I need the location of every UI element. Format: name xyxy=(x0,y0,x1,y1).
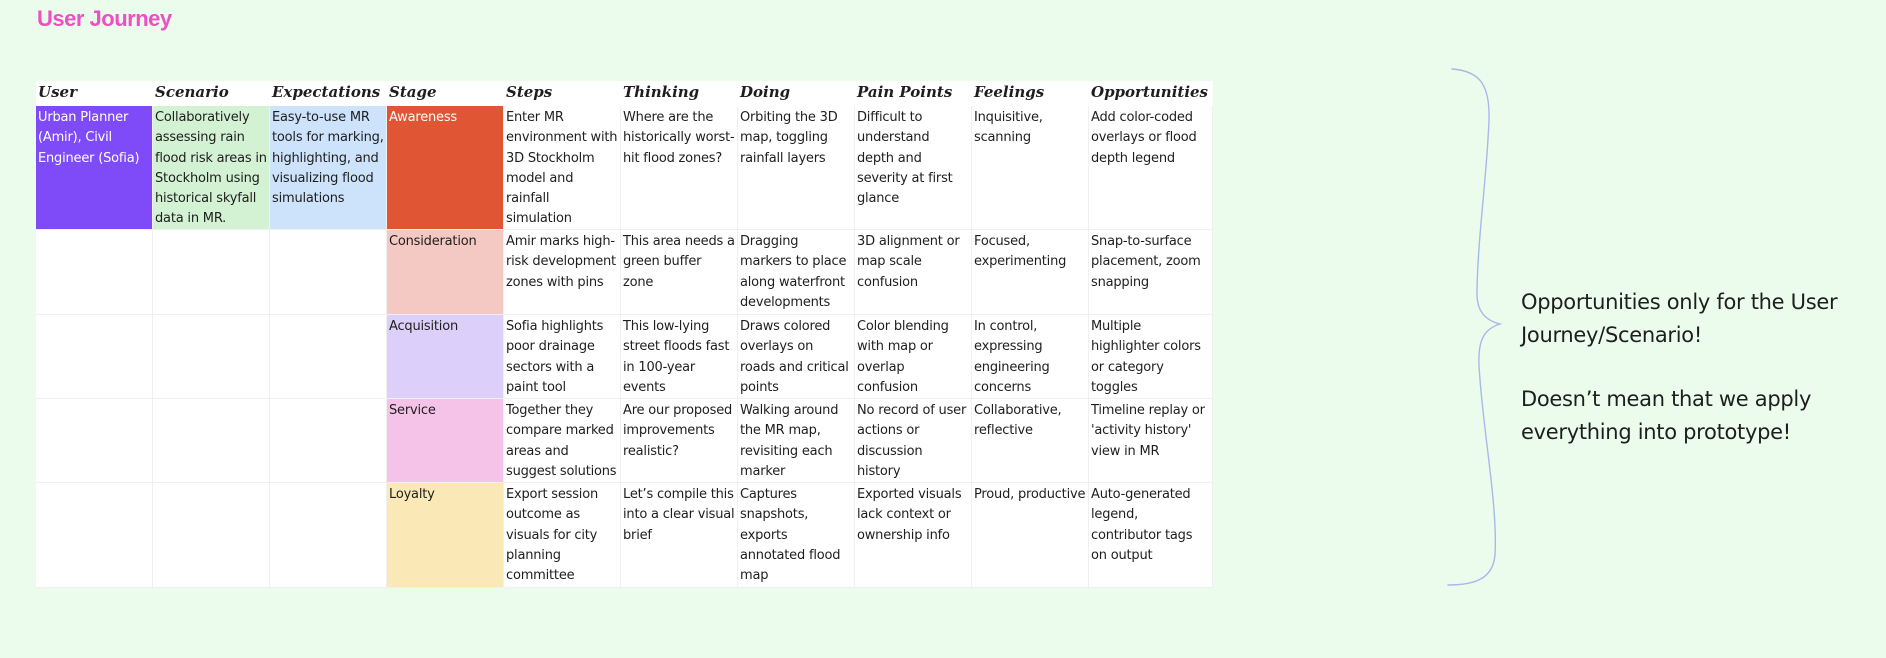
header-user: User xyxy=(36,81,153,106)
stage-cell-acquisition[interactable]: Acquisition xyxy=(387,315,504,399)
empty-cell[interactable] xyxy=(36,399,153,483)
pain-points-cell[interactable]: No record of user actions or discussion history xyxy=(855,399,972,483)
empty-cell[interactable] xyxy=(36,315,153,399)
steps-cell[interactable]: Together they compare marked areas and suggest solutions xyxy=(504,399,621,483)
steps-cell[interactable]: Sofia highlights poor drainage sectors with a paint tool xyxy=(504,315,621,399)
opportunities-cell[interactable]: Multiple highlighter colors or category toggles xyxy=(1089,315,1213,399)
feelings-cell[interactable]: Proud, productive xyxy=(972,483,1089,588)
feelings-cell[interactable]: Inquisitive, scanning xyxy=(972,106,1089,230)
pain-points-cell[interactable]: 3D alignment or map scale confusion xyxy=(855,230,972,315)
header-scenario: Scenario xyxy=(153,81,270,106)
header-expectations: Expectations xyxy=(270,81,387,106)
header-thinking: Thinking xyxy=(621,81,738,106)
feelings-cell[interactable]: Focused, experimenting xyxy=(972,230,1089,315)
curly-brace-path xyxy=(1448,69,1500,585)
page-title: User Journey xyxy=(37,6,172,31)
expectations-cell[interactable]: Easy-to-use MR tools for marking, highlighting, and visualizing flood simulations xyxy=(270,106,387,230)
empty-cell[interactable] xyxy=(153,483,270,588)
empty-cell[interactable] xyxy=(270,483,387,588)
stage-cell-consideration[interactable]: Consideration xyxy=(387,230,504,315)
header-feelings: Feelings xyxy=(972,81,1089,106)
pain-points-cell[interactable]: Color blending with map or overlap confusion xyxy=(855,315,972,399)
header-doing: Doing xyxy=(738,81,855,106)
steps-cell[interactable]: Amir marks high-risk development zones with pins xyxy=(504,230,621,315)
thinking-cell[interactable]: Are our proposed improvements realistic? xyxy=(621,399,738,483)
steps-cell[interactable]: Export session outcome as visuals for city planning committee xyxy=(504,483,621,588)
thinking-cell[interactable]: This low-lying street floods fast in 100-year events xyxy=(621,315,738,399)
opportunities-cell[interactable]: Auto-generated legend, contributor tags on output xyxy=(1089,483,1213,588)
doing-cell[interactable]: Orbiting the 3D map, toggling rainfall layers xyxy=(738,106,855,230)
thinking-cell[interactable]: This area needs a green buffer zone xyxy=(621,230,738,315)
feelings-cell[interactable]: In control, expressing engineering concerns xyxy=(972,315,1089,399)
header-steps: Steps xyxy=(504,81,621,106)
opportunities-cell[interactable]: Snap-to-surface placement, zoom snapping xyxy=(1089,230,1213,315)
doing-cell[interactable]: Dragging markers to place along waterfront developments xyxy=(738,230,855,315)
header-pain-points: Pain Points xyxy=(855,81,972,106)
stage-cell-loyalty[interactable]: Loyalty xyxy=(387,483,504,588)
empty-cell[interactable] xyxy=(270,315,387,399)
thinking-cell[interactable]: Where are the historically worst-hit flood zones? xyxy=(621,106,738,230)
thinking-cell[interactable]: Let’s compile this into a clear visual brief xyxy=(621,483,738,588)
steps-cell[interactable]: Enter MR environment with 3D Stockholm model and rainfall simulation xyxy=(504,106,621,230)
journey-table xyxy=(36,81,1213,588)
note-line-2: Doesn’t mean that we apply everything into prototype! xyxy=(1521,387,1812,444)
opportunities-cell[interactable]: Timeline replay or 'activity history' view in MR xyxy=(1089,399,1213,483)
scenario-cell[interactable]: Collaboratively assessing rain flood risk areas in Stockholm using historical skyfall data in MR. xyxy=(153,106,270,230)
stage-cell-awareness[interactable]: Awareness xyxy=(387,106,504,230)
header-opportunities: Opportunities xyxy=(1089,81,1213,106)
empty-cell[interactable] xyxy=(36,230,153,315)
note-line-1: Opportunities only for the User Journey/Scenario! xyxy=(1521,290,1838,347)
pain-points-cell[interactable]: Difficult to understand depth and severity at first glance xyxy=(855,106,972,230)
header-stage: Stage xyxy=(387,81,504,106)
doing-cell[interactable]: Walking around the MR map, revisiting each marker xyxy=(738,399,855,483)
empty-cell[interactable] xyxy=(153,315,270,399)
doing-cell[interactable]: Draws colored overlays on roads and critical points xyxy=(738,315,855,399)
empty-cell[interactable] xyxy=(270,230,387,315)
empty-cell[interactable] xyxy=(270,399,387,483)
annotation-note xyxy=(1521,286,1861,480)
curly-brace-connector xyxy=(1440,65,1506,595)
opportunities-cell[interactable]: Add color-coded overlays or flood depth legend xyxy=(1089,106,1213,230)
feelings-cell[interactable]: Collaborative, reflective xyxy=(972,399,1089,483)
empty-cell[interactable] xyxy=(153,399,270,483)
pain-points-cell[interactable]: Exported visuals lack context or ownership info xyxy=(855,483,972,588)
stage-cell-service[interactable]: Service xyxy=(387,399,504,483)
user-cell[interactable]: Urban Planner (Amir), Civil Engineer (Sofia) xyxy=(36,106,153,230)
doing-cell[interactable]: Captures snapshots, exports annotated flood map xyxy=(738,483,855,588)
empty-cell[interactable] xyxy=(36,483,153,588)
empty-cell[interactable] xyxy=(153,230,270,315)
